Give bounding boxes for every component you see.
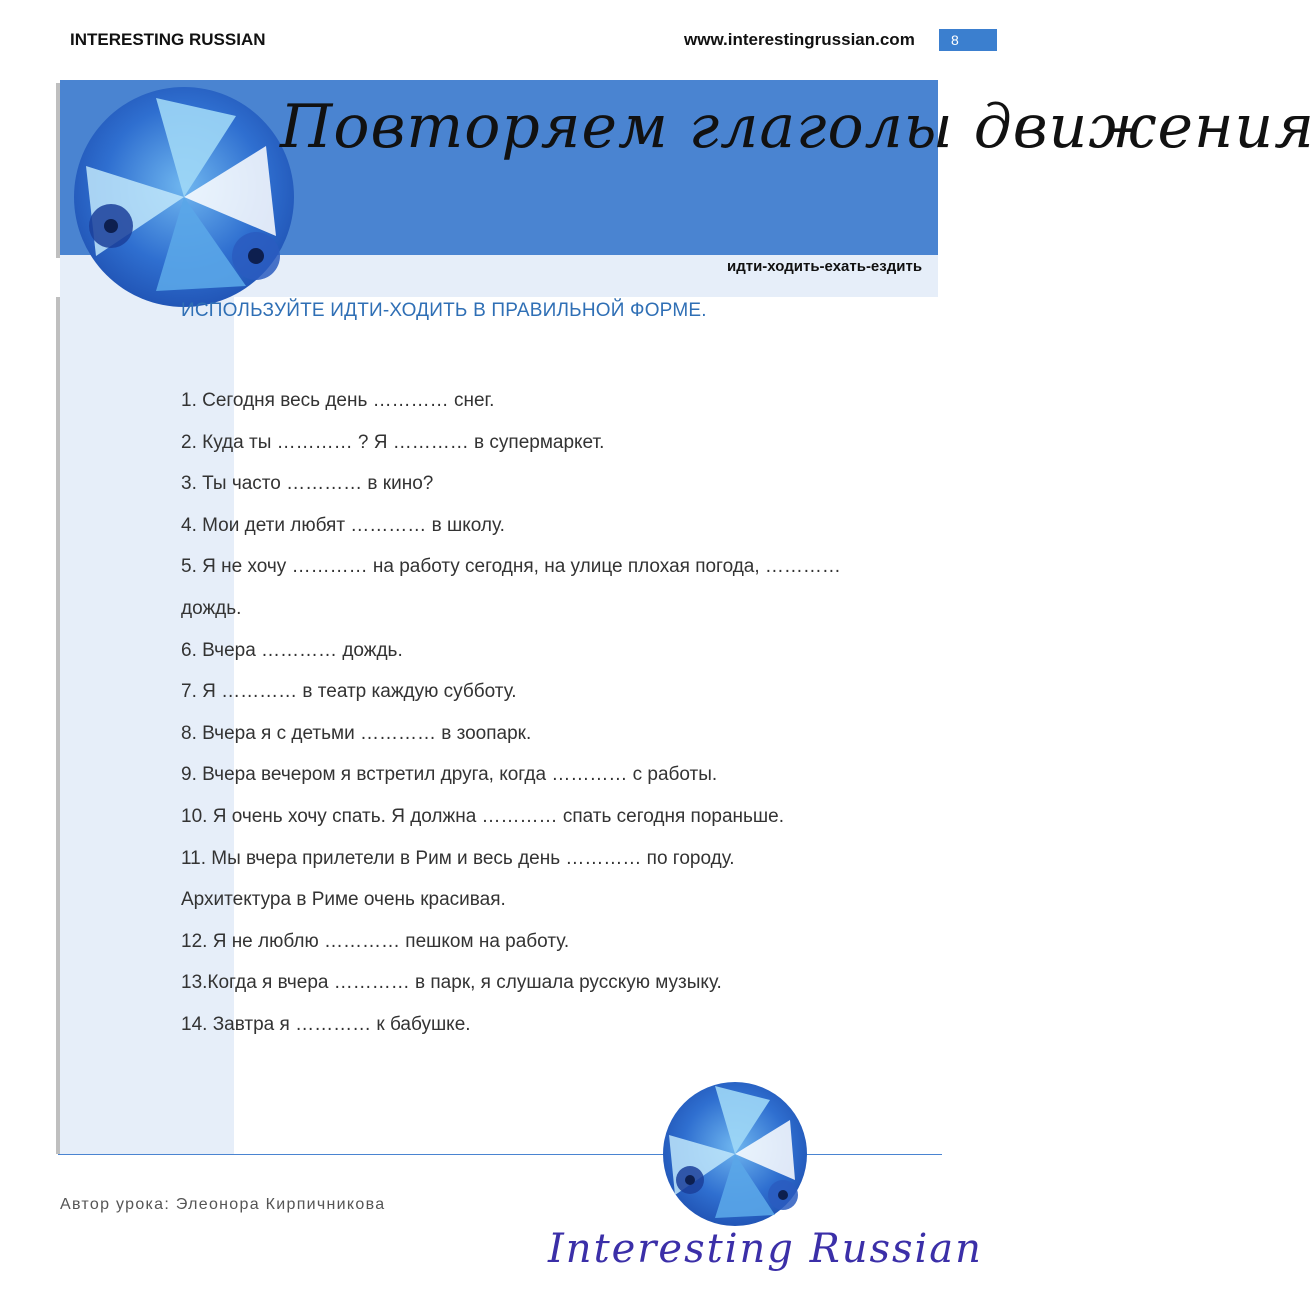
exercise-line: дождь.	[181, 597, 242, 619]
exercise-line: 4. Мои дети любят ………… в школу.	[181, 514, 505, 536]
brand-script-logo: Interesting Russian	[548, 1226, 983, 1272]
header-website-link[interactable]: www.interestingrussian.com	[684, 30, 915, 49]
page-subtitle: идти-ходить-ехать-ездить	[727, 258, 923, 275]
exercise-line: 11. Мы вчера прилетели в Рим и весь день ………… по городу.	[181, 847, 735, 869]
page-number-badge: 8	[939, 29, 997, 51]
exercise-line: 7. Я ………… в театр каждую субботу.	[181, 681, 517, 703]
aperture-logo-icon	[66, 86, 302, 308]
exercise-line: 10. Я очень хочу спать. Я должна ………… спать сегодня пораньше.	[181, 805, 784, 827]
exercise-line: 2. Куда ты ………… ? Я ………… в супермаркет.	[181, 431, 605, 453]
exercise-line: 3. Ты часто ………… в кино?	[181, 473, 434, 495]
exercise-list	[181, 380, 901, 1046]
exercise-line: 9. Вчера вечером я встретил друга, когда ………… с работы.	[181, 764, 718, 786]
exercise-line: 6. Вчера ………… дождь.	[181, 639, 403, 661]
exercise-line: 14. Завтра я ………… к бабушке.	[181, 1013, 471, 1035]
page-title: Повторяем глаголы движения	[280, 92, 1315, 162]
exercise-line: 8. Вчера я с детьми ………… в зоопарк.	[181, 722, 532, 744]
lesson-author: Автор урока: Элеонора Кирпичникова	[60, 1196, 386, 1213]
header-brand: INTERESTING RUSSIAN	[70, 30, 266, 49]
exercise-line: 12. Я не люблю ………… пешком на работу.	[181, 930, 570, 952]
exercise-line: Архитектура в Риме очень красивая.	[181, 889, 506, 911]
exercise-instruction: ИСПОЛЬЗУЙТЕ ИДТИ-ХОДИТЬ В ПРАВИЛЬНОЙ ФОРМЕ.	[181, 300, 707, 321]
aperture-logo-icon	[655, 1080, 815, 1228]
exercise-line: 13.Когда я вчера ………… в парк, я слушала русскую музыку.	[181, 972, 722, 994]
exercise-line: 5. Я не хочу ………… на работу сегодня, на улице плохая погода, …………	[181, 556, 841, 578]
exercise-line: 1. Сегодня весь день ………… снег.	[181, 390, 495, 411]
